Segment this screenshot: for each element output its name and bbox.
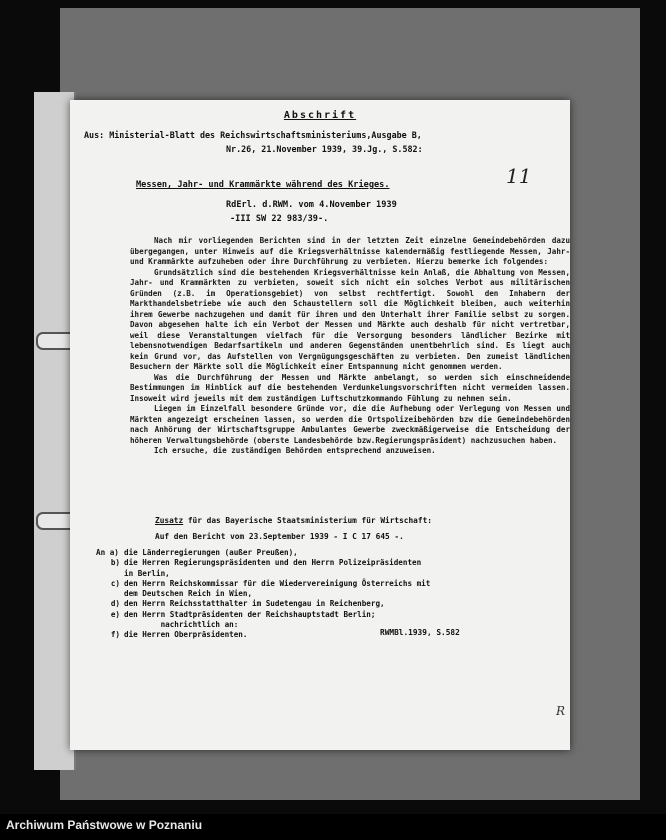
addendum-line [155,516,432,525]
recipient-list [96,548,430,641]
recipient-letter: b) [110,558,120,568]
decree-file-number: -III SW 22 983/39-. [230,214,329,224]
paragraph-1: Nach mir vorliegenden Berichten sind in der letzten Zeit einzelne Gemeindebehörden dazu übergegangen, unter Hinweis auf die Kriegsverhältnisse kalendermäßig festliegende Messen, Jahr- und Krammärkte aufzuheben oder ihre Durchführung zu verbieten. Hierzu bemerke ich folgendes: [130,236,570,266]
paragraph-3: Was die Durchführung der Messen und Märkte anbelangt, so werden sich einschneidende Bestimmungen im Hinblick auf die bestehenden Verdunkelungsvorschriften nicht vermeiden lassen. Insoweit wird jeweils mit dem zuständigen Luftschutzkommando Fühlung zu nehmen sein. [130,372,570,403]
recipient-row [96,569,430,579]
paragraph-2: Grundsätzlich sind die bestehenden Kriegsverhältnisse kein Anlaß, die Abhaltung von Messen, Jahr- und Krammärkten zu verbieten, soweit sich nicht ein solches Verbot aus militärischen Gründen (z.B. im Operationsgebiet) von selbst rechtfertigt. Sowohl den Inhabern der Markthandelsbetriebe wie auch den Schaustellern soll die Möglichkeit bleiben, auch weiterhin ihrem Gewerbe nachzugehen und damit für ihren und den Unterhalt ihrer Familie selbst zu sorgen. Davon abgesehen halte ich ein Verbot der Messen und Märkte auch deshalb für nicht vertretbar, weil diese Veranstaltungen vielfach für die Versorgung besonders ländlicher Bezirke mit lebensnotwendigen Bedarfsartikeln und anderen Gegenständen unentbehrlich sind. Es liegt auch kein Grund vor, das Aufstellen von Vergnügungsgeschäften zu verbieten. Den zumeist ländlichen Besuchern der Märkte soll die Möglichkeit einer Entspannung nicht genommen werden. [130,267,570,371]
recipient-text: die Länderregierungen (außer Preußen), [124,548,298,557]
source-line-2: Nr.26, 21.November 1939, 39.Jg., S.582: [226,144,423,154]
document-subject: Messen, Jahr- und Krammärkte während des Krieges. [136,180,390,190]
recipient-letter: d) [110,599,120,609]
recipient-row [96,558,430,568]
paragraph-4: Liegen im Einzelfall besondere Gründe vor, die die Aufhebung oder Verlegung von Messen und Märkten angezeigt erscheinen lassen, so werden die Ortspolizeibehörden bzw die Gemeindebehörden nach Anhörung der Wirtschaftsgruppe Ambulantes Gewerbe zweckmäßigerweise die Entscheidung der höheren Verwaltungsbehörde (oberste Landesbehörde bzw.Regierungspräsident) nachzusuchen haben. [130,404,570,445]
handwritten-page-number: 11 [506,164,532,188]
recipient-text: den Herrn Reichskommissar für die Wiedervereinigung Österreichs mit [124,578,431,588]
recipient-text: in Berlin, [124,568,170,578]
source-line-1: Aus: Ministerial-Blatt des Reichswirtschaftsministeriums,Ausgabe B, [84,130,422,140]
recipient-text: dem Deutschen Reich in Wien, [124,589,253,599]
recipient-text: den Herrn Stadtpräsidenten der Reichshauptstadt Berlin; [124,609,376,619]
document-heading: Abschrift [283,110,357,121]
body-text [130,236,570,457]
recipient-row [96,548,430,558]
recipient-row [96,589,430,599]
handwritten-initials: R [556,704,566,718]
recipient-row [96,579,430,589]
recipient-row [96,599,430,609]
publication-citation: RWMBl.1939, S.582 [380,628,460,637]
recipient-text: die Herren Regierungspräsidenten und den Herrn Polizeipräsidenten [124,558,422,568]
recipient-text: die Herren Oberpräsidenten. [124,630,248,640]
recipient-letter: An a) [96,548,119,557]
addendum-text: für das Bayerische Staatsministerium für Wirtschaft: [183,516,432,525]
report-reference: Auf den Bericht vom 23.September 1939 - I C 17 645 -. [155,532,404,541]
document-page [70,100,570,750]
recipient-text: den Herrn Reichsstatthalter im Sudetengau in Reichenberg, [124,599,385,609]
recipient-text: nachrichtlich an: [124,620,239,630]
recipient-row [96,610,430,620]
archive-name-label: Archiwum Państwowe w Poznaniu [6,818,203,832]
addendum-label: Zusatz [155,516,184,525]
recipient-letter: e) [110,609,120,619]
decree-reference: RdErl. d.RWM. vom 4.November 1939 [226,200,397,210]
paragraph-5: Ich ersuche, die zuständigen Behörden entsprechend anzuweisen. [154,446,436,455]
recipient-letter: f) [110,630,120,640]
recipient-letter: c) [110,578,120,588]
